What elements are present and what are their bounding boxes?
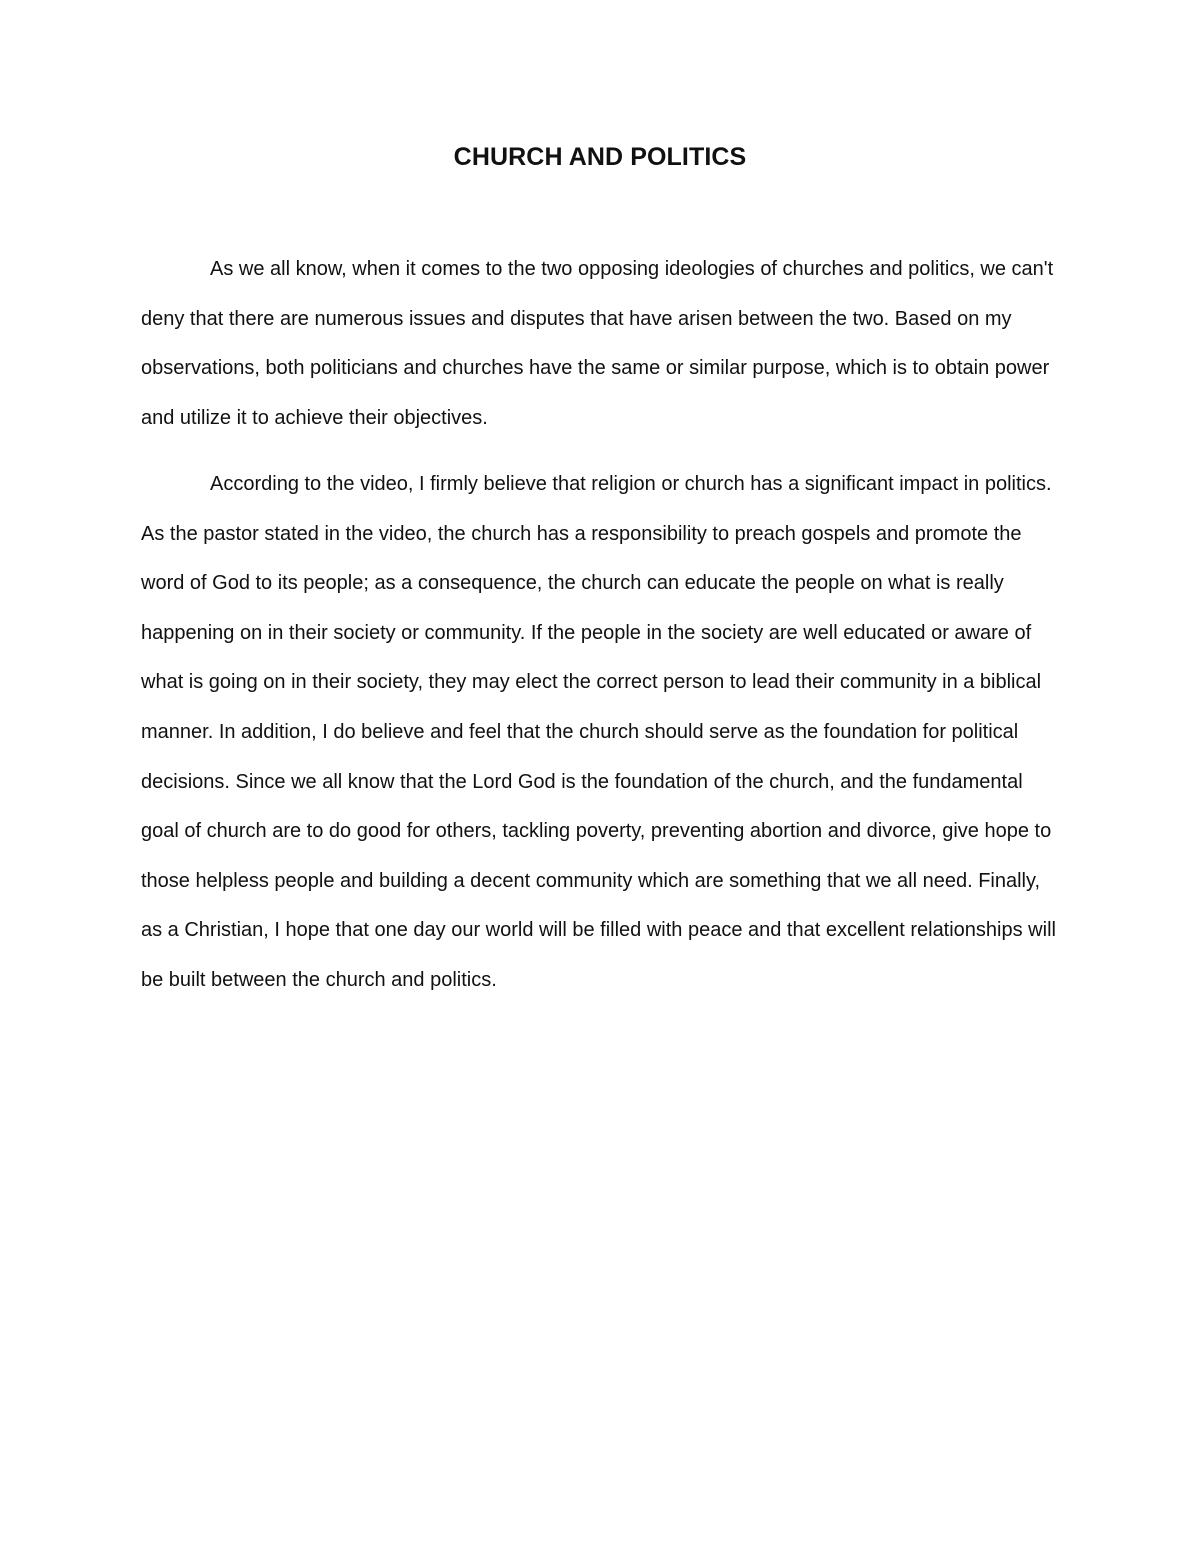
paragraph-1: As we all know, when it comes to the two opposing ideologies of churches and politics, we can't deny that there are numerous issues and disputes that have arisen between the two. Based on my observations, both politicians and churches have the same or similar purpose, which is to obtain power and utilize it to achieve their objectives. — [141, 258, 1054, 429]
document-title: CHURCH AND POLITICS — [453, 143, 747, 171]
paragraph-2: According to the video, I firmly believe that religion or church has a significant impact in politics. As the pastor stated in the video, the church has a responsibility to preach gospels and promote the word of God to its people; as a consequence, the church can educate the people on what is really happening on in their society or community. If the people in the society are well educated or aware of what is going on in their society, they may elect the correct person to lead their community in a biblical manner. In addition, I do believe and feel that the church should serve as the foundation for political decisions. Since we all know that the Lord God is the foundation of the church, and the fundamental goal of church are to do good for others, tackling poverty, preventing abortion and divorce, give hope to those helpless people and building a decent community which are something that we all need. Finally, as a Christian, I hope that one day our world will be filled with peace and that excellent relationships will be built between the church and politics. — [141, 473, 1056, 991]
